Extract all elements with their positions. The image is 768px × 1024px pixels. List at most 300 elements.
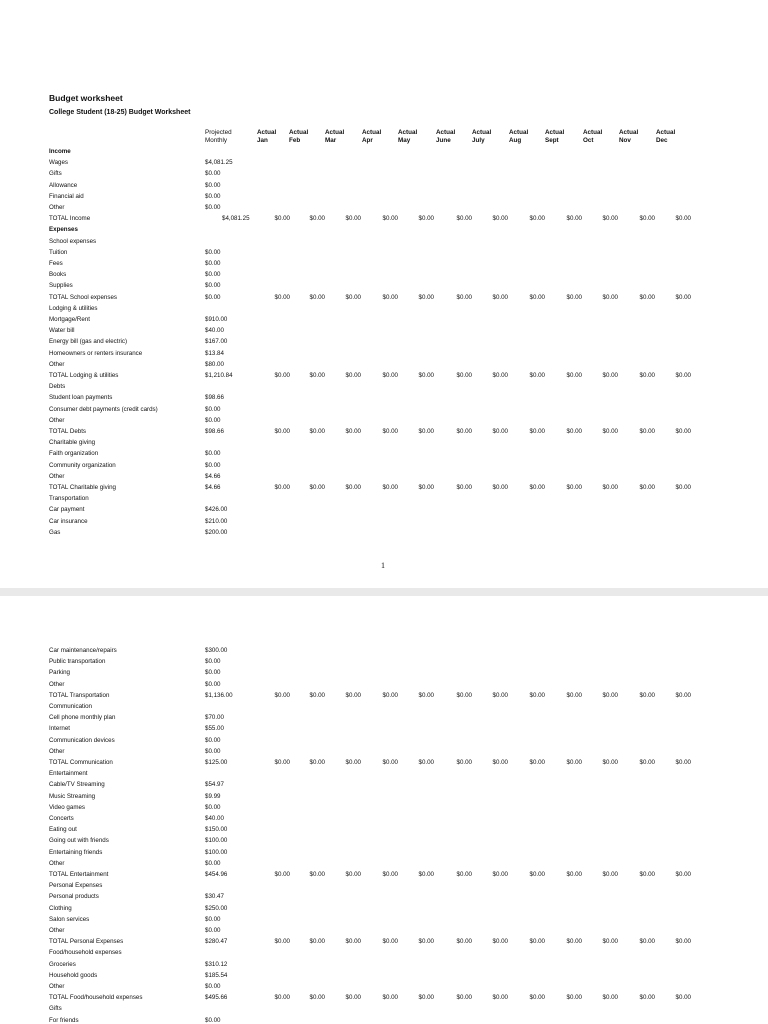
row-label: Car payment xyxy=(49,506,85,514)
month-actual-value: $0.00 xyxy=(309,994,325,1002)
row-label: TOTAL Income xyxy=(49,215,91,223)
projected-value: $9.99 xyxy=(205,792,221,800)
table-row xyxy=(0,925,768,936)
row-label: Entertainment xyxy=(49,770,88,778)
month-actual-value: $0.00 xyxy=(382,691,398,699)
row-label: Expenses xyxy=(49,226,78,234)
month-actual-value: $0.00 xyxy=(309,484,325,491)
table-row xyxy=(0,645,768,656)
row-label: Groceries xyxy=(49,960,76,968)
table-row xyxy=(0,891,768,902)
row-label: Lodging & utilities xyxy=(49,304,98,312)
section-header xyxy=(0,146,768,157)
row-label: Going out with friends xyxy=(49,837,109,845)
month-actual-value: $0.00 xyxy=(529,994,545,1002)
month-actual-value: $0.00 xyxy=(675,938,691,946)
header-month: Actual Dec xyxy=(656,129,676,144)
projected-value: $0.00 xyxy=(205,803,221,811)
projected-value: $98.66 xyxy=(205,428,224,435)
month-actual-value: $0.00 xyxy=(418,428,434,435)
projected-value: $0.00 xyxy=(205,192,221,200)
total-row xyxy=(0,426,768,437)
header-month: Actual Apr xyxy=(362,129,382,144)
projected-value: $100.00 xyxy=(205,837,228,845)
month-actual-value: $0.00 xyxy=(529,293,545,301)
table-row xyxy=(0,656,768,667)
month-actual-value: $0.00 xyxy=(566,428,582,435)
month-actual-value: $0.00 xyxy=(566,215,582,223)
month-actual-value: $0.00 xyxy=(675,484,691,491)
month-actual-value: $0.00 xyxy=(675,215,691,223)
section-header xyxy=(0,880,768,891)
month-actual-value: $0.00 xyxy=(382,938,398,946)
projected-value: $910.00 xyxy=(205,316,228,323)
header-projected: Projected Monthly xyxy=(205,129,232,144)
month-actual-value: $0.00 xyxy=(309,428,325,435)
projected-value: $167.00 xyxy=(205,338,228,346)
row-label: Mortgage/Rent xyxy=(49,316,90,323)
row-label: Wages xyxy=(49,159,69,167)
month-actual-value: $0.00 xyxy=(529,691,545,699)
projected-value: $0.00 xyxy=(205,736,221,744)
month-actual-value: $0.00 xyxy=(602,871,618,878)
month-actual-value: $0.00 xyxy=(492,293,508,301)
row-label: TOTAL Communication xyxy=(49,759,113,766)
month-actual-value: $0.00 xyxy=(382,484,398,491)
row-label: TOTAL Charitable giving xyxy=(49,484,116,491)
section-header xyxy=(0,493,768,504)
month-actual-value: $0.00 xyxy=(529,215,545,223)
month-actual-value: $0.00 xyxy=(639,484,655,491)
row-label: Gifts xyxy=(49,1005,62,1013)
projected-value: $185.54 xyxy=(205,971,228,979)
row-label: Other xyxy=(49,983,65,990)
month-actual-value: $0.00 xyxy=(418,691,434,699)
row-label: Parking xyxy=(49,669,70,677)
projected-value: $250.00 xyxy=(205,904,228,912)
row-label: TOTAL School expenses xyxy=(49,293,117,301)
projected-value: $0.00 xyxy=(205,915,221,923)
month-actual-value: $0.00 xyxy=(529,759,545,766)
table-row xyxy=(0,504,768,515)
month-actual-value: $0.00 xyxy=(382,759,398,766)
month-actual-value: $0.00 xyxy=(566,293,582,301)
row-label: Other xyxy=(49,472,65,480)
row-label: Water bill xyxy=(49,327,75,335)
row-label: Tuition xyxy=(49,248,68,256)
row-label: Gifts xyxy=(49,170,62,178)
row-label: Faith organization xyxy=(49,450,99,458)
projected-value: $0.00 xyxy=(205,450,221,458)
row-label: TOTAL Entertainment xyxy=(49,871,109,878)
projected-value: $55.00 xyxy=(205,725,224,733)
header-month: Actual Nov xyxy=(619,129,639,144)
header-month: Actual Feb xyxy=(289,129,309,144)
month-actual-value: $0.00 xyxy=(566,938,582,946)
month-actual-value: $0.00 xyxy=(456,871,472,878)
document-subtitle: College Student (18-25) Budget Worksheet xyxy=(49,109,191,116)
month-actual-value: $0.00 xyxy=(274,484,290,491)
projected-value: $0.00 xyxy=(205,293,221,301)
month-actual-value: $0.00 xyxy=(418,994,434,1002)
total-row xyxy=(0,370,768,381)
row-label: Music Streaming xyxy=(49,792,96,800)
projected-value: $40.00 xyxy=(205,327,224,335)
projected-value: $454.96 xyxy=(205,871,228,878)
month-actual-value: $0.00 xyxy=(602,691,618,699)
projected-value: $0.00 xyxy=(205,680,221,688)
projected-value: $0.00 xyxy=(205,181,221,189)
month-actual-value: $0.00 xyxy=(345,484,361,491)
section-header xyxy=(0,236,768,247)
month-actual-value: $0.00 xyxy=(675,428,691,435)
table-row xyxy=(0,392,768,403)
month-actual-value: $0.00 xyxy=(529,428,545,435)
row-label: TOTAL Food/household expenses xyxy=(49,994,143,1002)
month-actual-value: $0.00 xyxy=(418,372,434,379)
row-label: Car maintenance/repairs xyxy=(49,647,117,654)
month-actual-value: $0.00 xyxy=(529,372,545,379)
row-label: Household goods xyxy=(49,971,98,979)
table-row xyxy=(0,314,768,325)
row-label: Income xyxy=(49,148,71,155)
table-row xyxy=(0,858,768,869)
month-actual-value: $0.00 xyxy=(309,938,325,946)
projected-value: $98.66 xyxy=(205,394,224,402)
month-actual-value: $0.00 xyxy=(492,759,508,766)
month-actual-value: $0.00 xyxy=(456,215,472,223)
table-row xyxy=(0,460,768,471)
month-actual-value: $0.00 xyxy=(675,293,691,301)
projected-value: $0.00 xyxy=(205,271,221,279)
month-actual-value: $0.00 xyxy=(566,759,582,766)
projected-value: $0.00 xyxy=(205,405,221,413)
month-actual-value: $0.00 xyxy=(274,759,290,766)
table-row xyxy=(0,824,768,835)
month-actual-value: $0.00 xyxy=(529,484,545,491)
projected-value: $210.00 xyxy=(205,517,228,525)
month-actual-value: $0.00 xyxy=(274,215,290,223)
header-month: Actual June xyxy=(436,129,456,144)
projected-value: $300.00 xyxy=(205,647,228,654)
projected-value: $310.12 xyxy=(205,960,228,968)
section-header xyxy=(0,1003,768,1014)
month-actual-value: $0.00 xyxy=(456,759,472,766)
table-row xyxy=(0,247,768,258)
table-row xyxy=(0,180,768,191)
row-label: Supplies xyxy=(49,282,73,290)
row-label: Other xyxy=(49,360,65,368)
month-actual-value: $0.00 xyxy=(492,871,508,878)
table-row xyxy=(0,746,768,757)
month-actual-value: $0.00 xyxy=(566,372,582,379)
month-actual-value: $0.00 xyxy=(274,372,290,379)
month-actual-value: $0.00 xyxy=(418,293,434,301)
month-actual-value: $0.00 xyxy=(602,428,618,435)
row-label: Cell phone monthly plan xyxy=(49,714,116,722)
total-row xyxy=(0,482,768,493)
row-label: Personal products xyxy=(49,893,99,901)
row-label: Salon services xyxy=(49,915,90,923)
month-actual-value: $0.00 xyxy=(274,994,290,1002)
month-actual-value: $0.00 xyxy=(566,871,582,878)
table-row xyxy=(0,981,768,992)
total-row xyxy=(0,213,768,224)
month-actual-value: $0.00 xyxy=(675,871,691,878)
row-label: Fees xyxy=(49,260,63,267)
table-row xyxy=(0,835,768,846)
row-label: Other xyxy=(49,416,65,424)
row-label: TOTAL Lodging & utilities xyxy=(49,372,119,379)
month-actual-value: $0.00 xyxy=(456,372,472,379)
month-actual-value: $0.00 xyxy=(602,484,618,491)
total-row xyxy=(0,992,768,1003)
month-actual-value: $0.00 xyxy=(492,372,508,379)
header-month: Actual Jan xyxy=(257,129,277,144)
table-row xyxy=(0,202,768,213)
projected-value: $40.00 xyxy=(205,815,224,822)
month-actual-value: $0.00 xyxy=(675,994,691,1002)
month-actual-value: $0.00 xyxy=(382,428,398,435)
section-header xyxy=(0,701,768,712)
total-row xyxy=(0,936,768,947)
month-actual-value: $0.00 xyxy=(382,994,398,1002)
table-row xyxy=(0,280,768,291)
section-header xyxy=(0,381,768,392)
row-label: For friends xyxy=(49,1016,79,1024)
month-actual-value: $0.00 xyxy=(345,871,361,878)
projected-value: $0.00 xyxy=(205,416,221,424)
row-label: Other xyxy=(49,747,65,755)
projected-value: $1,210.84 xyxy=(205,372,233,379)
table-row xyxy=(0,336,768,347)
projected-value: $70.00 xyxy=(205,714,224,722)
month-actual-value: $0.00 xyxy=(345,428,361,435)
total-row xyxy=(0,757,768,768)
month-actual-value: $0.00 xyxy=(639,691,655,699)
row-label: Consumer debt payments (credit cards) xyxy=(49,405,158,413)
projected-value: $280.47 xyxy=(205,938,228,946)
table-row xyxy=(0,679,768,690)
table-row xyxy=(0,735,768,746)
table-row xyxy=(0,903,768,914)
projected-value: $0.00 xyxy=(205,983,221,990)
row-label: Debts xyxy=(49,383,66,391)
month-actual-value: $0.00 xyxy=(456,484,472,491)
worksheet-page-2 xyxy=(0,596,768,1024)
table-row xyxy=(0,802,768,813)
table-row xyxy=(0,448,768,459)
month-actual-value: $0.00 xyxy=(382,871,398,878)
table-row xyxy=(0,168,768,179)
header-month: Actual July xyxy=(472,129,492,144)
projected-value: $0.00 xyxy=(205,747,221,755)
month-actual-value: $0.00 xyxy=(492,428,508,435)
projected-value: $100.00 xyxy=(205,848,228,856)
row-label: TOTAL Debts xyxy=(49,428,87,435)
document-title: Budget worksheet xyxy=(49,93,123,103)
row-label: Communication xyxy=(49,703,92,710)
row-label: Other xyxy=(49,204,65,211)
projected-value: $495.66 xyxy=(205,994,228,1002)
section-header xyxy=(0,303,768,314)
month-actual-value: $0.00 xyxy=(309,293,325,301)
month-actual-value: $0.00 xyxy=(639,759,655,766)
month-actual-value: $0.00 xyxy=(345,372,361,379)
row-label: TOTAL Transportation xyxy=(49,691,110,699)
month-actual-value: $0.00 xyxy=(382,372,398,379)
row-label: Eating out xyxy=(49,826,77,834)
month-actual-value: $0.00 xyxy=(529,871,545,878)
header-month: Actual Oct xyxy=(583,129,603,144)
projected-value: $0.00 xyxy=(205,260,221,267)
month-actual-value: $0.00 xyxy=(492,215,508,223)
table-row xyxy=(0,813,768,824)
table-row xyxy=(0,191,768,202)
month-actual-value: $0.00 xyxy=(345,215,361,223)
month-actual-value: $0.00 xyxy=(639,938,655,946)
month-actual-value: $0.00 xyxy=(492,691,508,699)
row-label: Energy bill (gas and electric) xyxy=(49,338,128,346)
row-label: Financial aid xyxy=(49,192,84,200)
month-actual-value: $0.00 xyxy=(639,994,655,1002)
month-actual-value: $0.00 xyxy=(456,938,472,946)
month-actual-value: $0.00 xyxy=(274,428,290,435)
month-actual-value: $0.00 xyxy=(492,994,508,1002)
row-label: Student loan payments xyxy=(49,394,113,402)
projected-value: $426.00 xyxy=(205,506,228,514)
projected-value: $150.00 xyxy=(205,826,228,834)
row-label: Communication devices xyxy=(49,736,115,744)
table-row xyxy=(0,348,768,359)
table-row xyxy=(0,712,768,723)
month-actual-value: $0.00 xyxy=(602,938,618,946)
table-row xyxy=(0,1015,768,1024)
total-row xyxy=(0,869,768,880)
projected-value: $0.00 xyxy=(205,248,221,256)
month-actual-value: $0.00 xyxy=(602,293,618,301)
table-row xyxy=(0,527,768,538)
table-row xyxy=(0,914,768,925)
table-row xyxy=(0,970,768,981)
row-label: Charitable giving xyxy=(49,439,96,447)
projected-value: $4,081.25 xyxy=(222,215,250,223)
projected-value: $0.00 xyxy=(205,170,221,178)
row-label: Video games xyxy=(49,803,86,811)
table-row xyxy=(0,471,768,482)
month-actual-value: $0.00 xyxy=(309,215,325,223)
table-row xyxy=(0,415,768,426)
header-month: Actual Mar xyxy=(325,129,345,144)
header-month: Actual Sept xyxy=(545,129,565,144)
month-actual-value: $0.00 xyxy=(274,871,290,878)
table-row xyxy=(0,269,768,280)
table-row xyxy=(0,359,768,370)
row-label: Other xyxy=(49,859,65,867)
month-actual-value: $0.00 xyxy=(602,215,618,223)
row-label: TOTAL Personal Expenses xyxy=(49,938,124,946)
month-actual-value: $0.00 xyxy=(675,691,691,699)
total-row xyxy=(0,690,768,701)
month-actual-value: $0.00 xyxy=(639,871,655,878)
header-month: Actual Aug xyxy=(509,129,529,144)
table-row xyxy=(0,959,768,970)
month-actual-value: $0.00 xyxy=(309,691,325,699)
month-actual-value: $0.00 xyxy=(382,215,398,223)
month-actual-value: $0.00 xyxy=(492,484,508,491)
month-actual-value: $0.00 xyxy=(345,759,361,766)
row-label: Other xyxy=(49,927,65,934)
month-actual-value: $0.00 xyxy=(639,293,655,301)
table-row xyxy=(0,667,768,678)
table-row xyxy=(0,516,768,527)
month-actual-value: $0.00 xyxy=(492,938,508,946)
table-row xyxy=(0,258,768,269)
table-row xyxy=(0,157,768,168)
projected-value: $0.00 xyxy=(205,282,221,290)
month-actual-value: $0.00 xyxy=(602,372,618,379)
projected-value: $0.00 xyxy=(205,927,221,934)
row-label: Community organization xyxy=(49,461,116,469)
projected-value: $0.00 xyxy=(205,859,221,867)
month-actual-value: $0.00 xyxy=(529,938,545,946)
month-actual-value: $0.00 xyxy=(602,994,618,1002)
projected-value: $30.47 xyxy=(205,893,224,901)
row-label: Food/household expenses xyxy=(49,949,122,957)
row-label: Concerts xyxy=(49,815,74,822)
month-actual-value: $0.00 xyxy=(639,372,655,379)
table-row xyxy=(0,847,768,858)
month-actual-value: $0.00 xyxy=(345,691,361,699)
page-number: 1 xyxy=(381,561,385,570)
row-label: Allowance xyxy=(49,181,78,189)
projected-value: $0.00 xyxy=(205,669,221,677)
month-actual-value: $0.00 xyxy=(639,215,655,223)
projected-value: $0.00 xyxy=(205,204,221,211)
projected-value: $1,136.00 xyxy=(205,691,233,699)
month-actual-value: $0.00 xyxy=(566,691,582,699)
section-header xyxy=(0,224,768,235)
projected-value: $0.00 xyxy=(205,1016,221,1024)
month-actual-value: $0.00 xyxy=(456,428,472,435)
row-label: Gas xyxy=(49,528,61,536)
month-actual-value: $0.00 xyxy=(566,484,582,491)
section-header xyxy=(0,768,768,779)
table-row xyxy=(0,779,768,790)
projected-value: $200.00 xyxy=(205,528,228,536)
month-actual-value: $0.00 xyxy=(309,759,325,766)
table-row xyxy=(0,723,768,734)
month-actual-value: $0.00 xyxy=(675,759,691,766)
month-actual-value: $0.00 xyxy=(274,938,290,946)
row-label: Internet xyxy=(49,725,70,733)
projected-value: $4.66 xyxy=(205,484,221,491)
month-actual-value: $0.00 xyxy=(675,372,691,379)
month-actual-value: $0.00 xyxy=(456,691,472,699)
table-row xyxy=(0,325,768,336)
row-label: Clothing xyxy=(49,904,72,912)
row-label: Car insurance xyxy=(49,517,88,525)
month-actual-value: $0.00 xyxy=(418,215,434,223)
month-actual-value: $0.00 xyxy=(345,293,361,301)
month-actual-value: $0.00 xyxy=(602,759,618,766)
row-label: Transportation xyxy=(49,495,89,503)
month-actual-value: $0.00 xyxy=(274,691,290,699)
month-actual-value: $0.00 xyxy=(418,938,434,946)
projected-value: $4,081.25 xyxy=(205,159,233,167)
projected-value: $54.97 xyxy=(205,781,224,789)
table-row xyxy=(0,791,768,802)
